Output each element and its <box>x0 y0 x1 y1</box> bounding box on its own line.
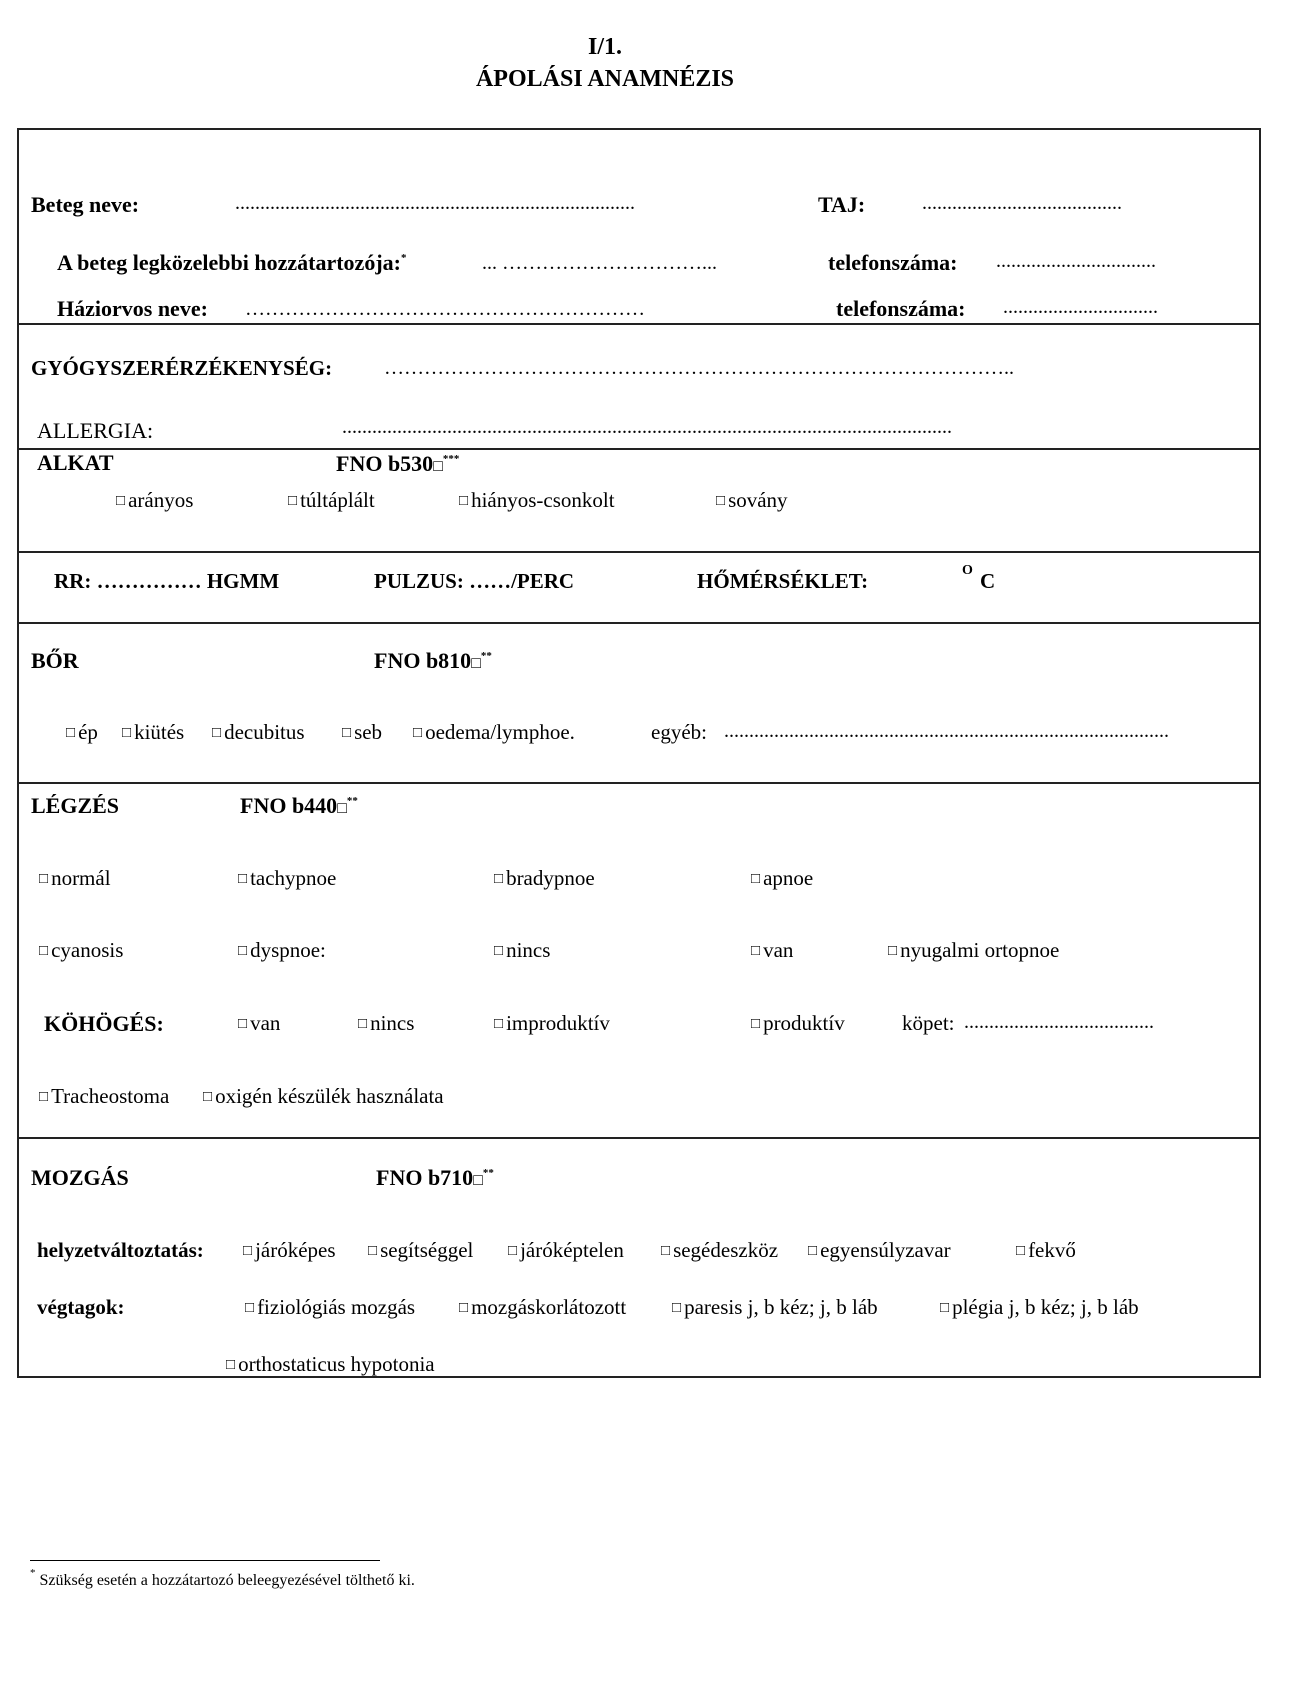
build-fno: FNO b530□*** <box>336 451 460 476</box>
option-tultaplalt[interactable]: □ túltáplált <box>288 488 375 512</box>
taj-label: TAJ: <box>818 192 866 217</box>
skin-other-label: egyéb: <box>651 720 707 744</box>
checkbox-icon[interactable]: □ <box>940 1300 950 1316</box>
divider <box>17 622 1261 624</box>
skin-label: BŐR <box>31 648 79 673</box>
option-segedeszkoz[interactable]: □ segédeszköz <box>661 1238 779 1262</box>
checkbox-icon[interactable]: □ <box>751 943 761 959</box>
form-title: ÁPOLÁSI ANAMNÉZIS <box>475 66 735 92</box>
checkbox-icon[interactable]: □ <box>116 493 126 509</box>
relative-label: A beteg legközelebbi hozzátartozója:* <box>57 250 407 275</box>
gp-label: Háziorvos neve: <box>57 296 208 321</box>
option-nyugalmi-ortopnoe[interactable]: □ nyugalmi ortopnoe <box>888 938 1060 962</box>
sputum-label: köpet: <box>902 1011 955 1035</box>
breathing-fno: FNO b440□** <box>240 793 358 818</box>
taj-field[interactable]: ........................................ <box>922 192 1122 214</box>
checkbox-icon[interactable]: □ <box>368 1243 378 1259</box>
option-produktiv[interactable]: □ produktív <box>751 1011 845 1035</box>
divider <box>17 551 1261 553</box>
option-jarokeptelen[interactable]: □ járóképtelen <box>508 1238 624 1262</box>
checkbox-icon[interactable]: □ <box>39 943 49 959</box>
checkbox-icon[interactable]: □ <box>716 493 726 509</box>
movement-fno: FNO b710□** <box>376 1165 494 1190</box>
option-mozgaskorlatozott[interactable]: □ mozgáskorlátozott <box>459 1295 627 1319</box>
patient-name-field[interactable]: ................................................................................ <box>235 192 635 214</box>
checkbox-icon[interactable]: □ <box>66 725 76 741</box>
checkbox-icon[interactable]: □ <box>459 1300 469 1316</box>
option-apnoe[interactable]: □ apnoe <box>751 866 814 890</box>
relative-field[interactable]: ... …………………………... <box>482 252 717 274</box>
checkbox-icon[interactable]: □ <box>751 871 761 887</box>
checkbox-icon[interactable]: □ <box>358 1016 368 1032</box>
skin-fno: FNO b810□** <box>374 648 492 673</box>
option-ep[interactable]: □ ép <box>66 720 98 744</box>
option-tracheostoma[interactable]: □ Tracheostoma <box>39 1084 170 1108</box>
checkbox-icon[interactable]: □ <box>212 725 222 741</box>
patient-name-label: Beteg neve: <box>31 192 140 217</box>
checkbox-icon[interactable]: □ <box>508 1243 518 1259</box>
option-jarokepes[interactable]: □ járóképes <box>243 1238 336 1262</box>
cough-label: KÖHÖGÉS: <box>44 1011 164 1036</box>
allergy-label: ALLERGIA: <box>37 418 154 443</box>
relative-phone-label: telefonszáma: <box>828 250 958 275</box>
option-improduktiv[interactable]: □ improduktív <box>494 1011 610 1035</box>
checkbox-icon[interactable]: □ <box>203 1089 213 1105</box>
option-van[interactable]: □ van <box>751 938 794 962</box>
option-sovany[interactable]: □ sovány <box>716 488 788 512</box>
option-nincs[interactable]: □ nincs <box>494 938 551 962</box>
checkbox-icon[interactable]: □ <box>751 1016 761 1032</box>
build-label: ALKAT <box>37 450 114 475</box>
relative-phone-field[interactable]: ................................ <box>996 250 1156 272</box>
checkbox-icon[interactable]: □ <box>337 800 347 817</box>
footnote-mark: * <box>400 252 407 264</box>
checkbox-icon[interactable]: □ <box>238 1016 248 1032</box>
temperature-label: HŐMÉRSÉKLET: <box>697 569 869 593</box>
gp-field[interactable]: …………………………………………………… <box>245 298 645 320</box>
checkbox-icon[interactable]: □ <box>39 1089 49 1105</box>
option-normal[interactable]: □ normál <box>39 866 111 890</box>
option-aranyos[interactable]: □ arányos <box>116 488 194 512</box>
allergy-field[interactable]: .......................................................................................................................... <box>342 416 952 438</box>
limbs-label: végtagok: <box>37 1295 125 1319</box>
checkbox-icon[interactable]: □ <box>494 871 504 887</box>
skin-other-field[interactable]: ......................................................................................... <box>724 720 1169 742</box>
degree-mark: O <box>962 563 973 578</box>
rr-field[interactable]: RR: …………… HGMM <box>54 569 280 593</box>
checkbox-icon[interactable]: □ <box>238 943 248 959</box>
checkbox-icon[interactable]: □ <box>471 655 481 672</box>
checkbox-icon[interactable]: □ <box>245 1300 255 1316</box>
checkbox-icon[interactable]: □ <box>808 1243 818 1259</box>
option-fekvo[interactable]: □ fekvő <box>1016 1238 1076 1262</box>
footnote <box>30 1567 415 1590</box>
celsius-unit: C <box>980 569 996 593</box>
checkbox-icon[interactable]: □ <box>122 725 132 741</box>
footnote-separator <box>30 1560 380 1561</box>
divider <box>17 782 1261 784</box>
movement-label: MOZGÁS <box>31 1165 129 1190</box>
form-number: I/1. <box>587 34 622 60</box>
footnote-mark: * <box>30 1567 36 1579</box>
checkbox-icon[interactable]: □ <box>494 943 504 959</box>
footnote-text: Szükség esetén a hozzátartozó beleegyezésével tölthető ki. <box>39 1572 415 1589</box>
checkbox-icon[interactable]: □ <box>226 1357 236 1373</box>
option-fiziologias-mozgas[interactable]: □ fiziológiás mozgás <box>245 1295 416 1319</box>
checkbox-icon[interactable]: □ <box>888 943 898 959</box>
checkbox-icon[interactable]: □ <box>238 871 248 887</box>
divider <box>17 448 1261 450</box>
checkbox-icon[interactable]: □ <box>413 725 423 741</box>
option-plegia[interactable]: □ plégia j, b kéz; j, b láb <box>940 1295 1139 1319</box>
pulse-field[interactable]: PULZUS: ……/PERC <box>374 569 575 593</box>
option-seb[interactable]: □ seb <box>342 720 383 744</box>
checkbox-icon[interactable]: □ <box>459 493 469 509</box>
breathing-label: LÉGZÉS <box>31 793 120 818</box>
gp-phone-label: telefonszáma: <box>836 296 966 321</box>
checkbox-icon[interactable]: □ <box>39 871 49 887</box>
option-tachypnoe[interactable]: □ tachypnoe <box>238 866 337 890</box>
option-kiutes[interactable]: □ kiütés <box>122 720 185 744</box>
option-paresis[interactable]: □ paresis j, b kéz; j, b láb <box>672 1295 878 1319</box>
option-segitseggel[interactable]: □ segítséggel <box>368 1238 474 1262</box>
checkbox-icon[interactable]: □ <box>342 725 352 741</box>
option-hianyos-csonkolt[interactable]: □ hiányos-csonkolt <box>459 488 615 512</box>
gp-phone-field[interactable]: ............................... <box>1003 296 1158 318</box>
option-oedema[interactable]: □ oedema/lymphoe. <box>413 720 575 744</box>
option-egyensulyzavar[interactable]: □ egyensúlyzavar <box>808 1238 951 1262</box>
option-dyspnoe[interactable]: □ dyspnoe: <box>238 938 326 962</box>
checkbox-icon[interactable]: □ <box>288 493 298 509</box>
checkbox-icon[interactable]: □ <box>243 1243 253 1259</box>
drug-sensitivity-label: GYÓGYSZERÉRZÉKENYSÉG: <box>31 356 333 380</box>
option-orthostaticus-hypotonia[interactable]: □ orthostaticus hypotonia <box>226 1352 435 1376</box>
option-cyanosis[interactable]: □ cyanosis <box>39 938 124 962</box>
checkbox-icon[interactable]: □ <box>494 1016 504 1032</box>
position-change-label: helyzetváltoztatás: <box>37 1238 204 1262</box>
checkbox-icon[interactable]: □ <box>672 1300 682 1316</box>
divider <box>17 323 1261 325</box>
divider <box>17 1137 1261 1139</box>
option-decubitus[interactable]: □ decubitus <box>212 720 305 744</box>
sputum-field[interactable]: ...................................... <box>964 1011 1154 1033</box>
checkbox-icon[interactable]: □ <box>433 458 443 475</box>
checkbox-icon[interactable]: □ <box>1016 1243 1026 1259</box>
option-cough-nincs[interactable]: □ nincs <box>358 1011 415 1035</box>
checkbox-icon[interactable]: □ <box>661 1243 671 1259</box>
option-oxygen[interactable]: □ oxigén készülék használata <box>203 1084 444 1108</box>
option-bradypnoe[interactable]: □ bradypnoe <box>494 866 595 890</box>
drug-sensitivity-field[interactable]: ………………………………………………………………………………….. <box>384 357 1014 379</box>
checkbox-icon[interactable]: □ <box>473 1172 483 1189</box>
option-cough-van[interactable]: □ van <box>238 1011 281 1035</box>
